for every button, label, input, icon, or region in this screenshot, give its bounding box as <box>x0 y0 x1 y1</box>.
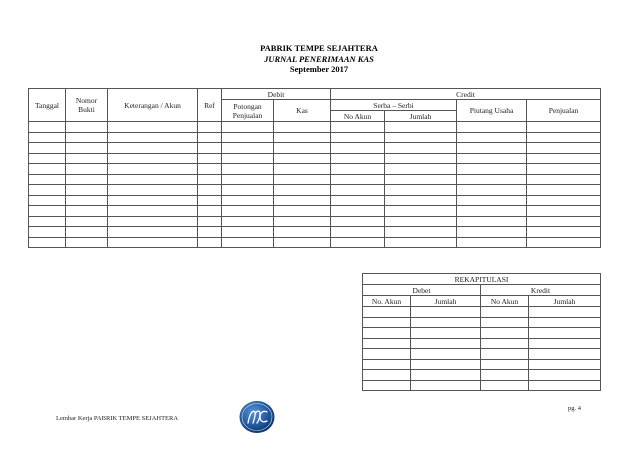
table-cell <box>29 143 66 154</box>
table-cell <box>331 143 385 154</box>
table-cell <box>457 227 527 238</box>
table-cell <box>481 317 529 328</box>
journal-row <box>29 216 601 227</box>
table-cell <box>457 132 527 143</box>
table-cell <box>29 174 66 185</box>
rekap-row <box>363 328 601 339</box>
table-cell <box>222 216 274 227</box>
table-cell <box>363 307 411 318</box>
journal-row <box>29 237 601 248</box>
table-cell <box>331 185 385 196</box>
table-cell <box>385 122 457 133</box>
table-cell <box>529 359 601 370</box>
rekapitulasi-table <box>362 273 601 391</box>
table-cell <box>274 174 331 185</box>
table-cell <box>481 380 529 391</box>
table-cell <box>108 227 198 238</box>
table-cell <box>457 216 527 227</box>
table-cell <box>66 195 108 206</box>
table-cell <box>363 380 411 391</box>
rekap-col-jumlah-debet: Jumlah <box>411 296 481 307</box>
table-cell <box>331 164 385 175</box>
table-cell <box>222 164 274 175</box>
table-cell <box>29 237 66 248</box>
table-cell <box>66 132 108 143</box>
journal-row <box>29 132 601 143</box>
table-cell <box>411 370 481 381</box>
table-cell <box>457 174 527 185</box>
table-cell <box>108 237 198 248</box>
table-cell <box>385 143 457 154</box>
table-cell <box>29 153 66 164</box>
table-cell <box>385 227 457 238</box>
table-cell <box>198 216 222 227</box>
table-cell <box>411 380 481 391</box>
table-cell <box>527 185 601 196</box>
rekap-group-kredit: Kredit <box>481 285 601 296</box>
table-cell <box>529 370 601 381</box>
journal-row <box>29 143 601 154</box>
col-header-piutang-usaha: Piutang Usaha <box>457 100 527 122</box>
table-cell <box>274 206 331 217</box>
col-header-ref: Ref <box>198 89 222 122</box>
journal-row <box>29 122 601 133</box>
table-cell <box>385 174 457 185</box>
table-cell <box>481 359 529 370</box>
rekap-row <box>363 338 601 349</box>
table-cell <box>66 122 108 133</box>
rekap-title: REKAPITULASI <box>363 274 601 285</box>
table-cell <box>331 227 385 238</box>
table-cell <box>385 185 457 196</box>
rekap-row <box>363 359 601 370</box>
table-cell <box>198 122 222 133</box>
table-cell <box>108 185 198 196</box>
footer-text: Lembar Kerja PABRIK TEMPE SEJAHTERA <box>56 415 179 422</box>
table-cell <box>198 237 222 248</box>
table-cell <box>222 206 274 217</box>
col-header-no-akun: No Akun <box>331 111 385 122</box>
table-cell <box>411 328 481 339</box>
col-header-keterangan: Keterangan / Akun <box>108 89 198 122</box>
table-cell <box>29 216 66 227</box>
table-cell <box>457 122 527 133</box>
table-cell <box>108 206 198 217</box>
col-header-jumlah: Jumlah <box>385 111 457 122</box>
rekap-col-no-akun-kredit: No Akun <box>481 296 529 307</box>
table-cell <box>529 380 601 391</box>
col-header-nomor-bukti-line1: Nomor <box>75 96 98 105</box>
table-cell <box>529 328 601 339</box>
company-name: PABRIK TEMPE SEJAHTERA <box>260 43 378 53</box>
table-cell <box>29 185 66 196</box>
table-cell <box>274 216 331 227</box>
table-cell <box>385 164 457 175</box>
table-cell <box>108 122 198 133</box>
table-cell <box>108 195 198 206</box>
table-cell <box>29 227 66 238</box>
table-cell <box>331 153 385 164</box>
rekap-col-jumlah-kredit: Jumlah <box>529 296 601 307</box>
table-cell <box>108 174 198 185</box>
table-cell <box>527 122 601 133</box>
table-cell <box>411 349 481 360</box>
rekap-row <box>363 380 601 391</box>
table-cell <box>457 143 527 154</box>
table-cell <box>527 143 601 154</box>
table-cell <box>363 317 411 328</box>
monogram-logo-icon <box>238 400 276 434</box>
table-cell <box>274 227 331 238</box>
table-cell <box>66 216 108 227</box>
col-header-nomor-bukti <box>66 89 108 122</box>
table-cell <box>108 153 198 164</box>
table-cell <box>274 164 331 175</box>
table-cell <box>222 174 274 185</box>
table-cell <box>411 359 481 370</box>
table-cell <box>274 185 331 196</box>
cash-receipts-journal-table <box>28 88 601 248</box>
table-cell <box>222 143 274 154</box>
journal-body <box>29 122 601 248</box>
rekap-col-no-akun-debet: No. Akun <box>363 296 411 307</box>
table-cell <box>108 216 198 227</box>
table-cell <box>66 143 108 154</box>
col-header-tanggal: Tanggal <box>29 89 66 122</box>
table-cell <box>331 195 385 206</box>
journal-row <box>29 153 601 164</box>
table-cell <box>198 153 222 164</box>
table-cell <box>222 195 274 206</box>
table-cell <box>66 227 108 238</box>
group-header-serba-serbi: Serba – Serbi <box>331 100 457 111</box>
table-cell <box>411 338 481 349</box>
table-cell <box>331 237 385 248</box>
table-cell <box>385 216 457 227</box>
table-cell <box>527 237 601 248</box>
table-cell <box>411 317 481 328</box>
table-cell <box>527 227 601 238</box>
table-cell <box>198 132 222 143</box>
table-cell <box>108 143 198 154</box>
rekap-row <box>363 307 601 318</box>
journal-row <box>29 164 601 175</box>
table-cell <box>457 206 527 217</box>
table-cell <box>457 164 527 175</box>
table-cell <box>29 206 66 217</box>
table-cell <box>527 153 601 164</box>
table-cell <box>529 338 601 349</box>
document-header <box>0 43 638 75</box>
table-cell <box>457 153 527 164</box>
table-cell <box>29 164 66 175</box>
table-cell <box>385 206 457 217</box>
rekap-row <box>363 370 601 381</box>
table-cell <box>331 122 385 133</box>
rekap-group-debet: Debet <box>363 285 481 296</box>
table-cell <box>481 307 529 318</box>
table-cell <box>222 122 274 133</box>
journal-row <box>29 174 601 185</box>
table-cell <box>529 307 601 318</box>
table-cell <box>198 143 222 154</box>
table-cell <box>274 132 331 143</box>
col-header-potongan-penjualan <box>222 100 274 122</box>
table-cell <box>481 370 529 381</box>
table-cell <box>222 237 274 248</box>
table-cell <box>331 132 385 143</box>
table-cell <box>457 185 527 196</box>
table-cell <box>222 153 274 164</box>
page-number: pg. 4 <box>568 405 581 412</box>
table-cell <box>481 349 529 360</box>
rekap-row <box>363 317 601 328</box>
table-cell <box>363 370 411 381</box>
journal-row <box>29 227 601 238</box>
table-cell <box>385 132 457 143</box>
table-cell <box>457 195 527 206</box>
group-header-debit: Debit <box>222 89 331 100</box>
table-cell <box>481 328 529 339</box>
journal-row <box>29 195 601 206</box>
table-cell <box>385 195 457 206</box>
table-cell <box>198 174 222 185</box>
table-cell <box>108 132 198 143</box>
table-cell <box>66 185 108 196</box>
journal-title: JURNAL PENERIMAAN KAS <box>264 53 374 64</box>
table-cell <box>274 153 331 164</box>
table-cell <box>529 349 601 360</box>
table-cell <box>363 338 411 349</box>
journal-row <box>29 206 601 217</box>
table-cell <box>331 174 385 185</box>
table-cell <box>66 237 108 248</box>
table-cell <box>29 132 66 143</box>
table-cell <box>222 185 274 196</box>
table-cell <box>274 237 331 248</box>
table-cell <box>222 132 274 143</box>
table-cell <box>363 349 411 360</box>
table-cell <box>457 237 527 248</box>
table-cell <box>222 227 274 238</box>
rekap-row <box>363 349 601 360</box>
period: September 2017 <box>289 64 349 74</box>
table-cell <box>527 195 601 206</box>
table-cell <box>198 227 222 238</box>
table-cell <box>527 216 601 227</box>
table-cell <box>198 185 222 196</box>
table-cell <box>198 206 222 217</box>
table-cell <box>198 164 222 175</box>
col-header-nomor-bukti-line2: Bukti <box>78 105 95 114</box>
table-cell <box>331 206 385 217</box>
table-cell <box>66 153 108 164</box>
table-cell <box>198 195 222 206</box>
table-cell <box>66 174 108 185</box>
table-cell <box>66 206 108 217</box>
table-cell <box>29 122 66 133</box>
table-cell <box>108 164 198 175</box>
table-cell <box>363 328 411 339</box>
table-cell <box>331 216 385 227</box>
table-cell <box>527 164 601 175</box>
table-cell <box>527 206 601 217</box>
col-header-potongan-line1: Potongan <box>233 101 262 111</box>
rekap-body <box>363 307 601 391</box>
table-cell <box>363 359 411 370</box>
table-cell <box>527 132 601 143</box>
journal-row <box>29 185 601 196</box>
col-header-penjualan: Penjualan <box>527 100 601 122</box>
group-header-credit: Credit <box>331 89 601 100</box>
table-cell <box>527 174 601 185</box>
table-cell <box>529 317 601 328</box>
table-cell <box>274 195 331 206</box>
col-header-kas: Kas <box>274 100 331 122</box>
col-header-potongan-line2: Penjualan <box>232 110 263 120</box>
table-cell <box>29 195 66 206</box>
table-cell <box>411 307 481 318</box>
table-cell <box>274 143 331 154</box>
table-cell <box>481 338 529 349</box>
table-cell <box>385 153 457 164</box>
table-cell <box>66 164 108 175</box>
table-cell <box>274 122 331 133</box>
table-cell <box>385 237 457 248</box>
